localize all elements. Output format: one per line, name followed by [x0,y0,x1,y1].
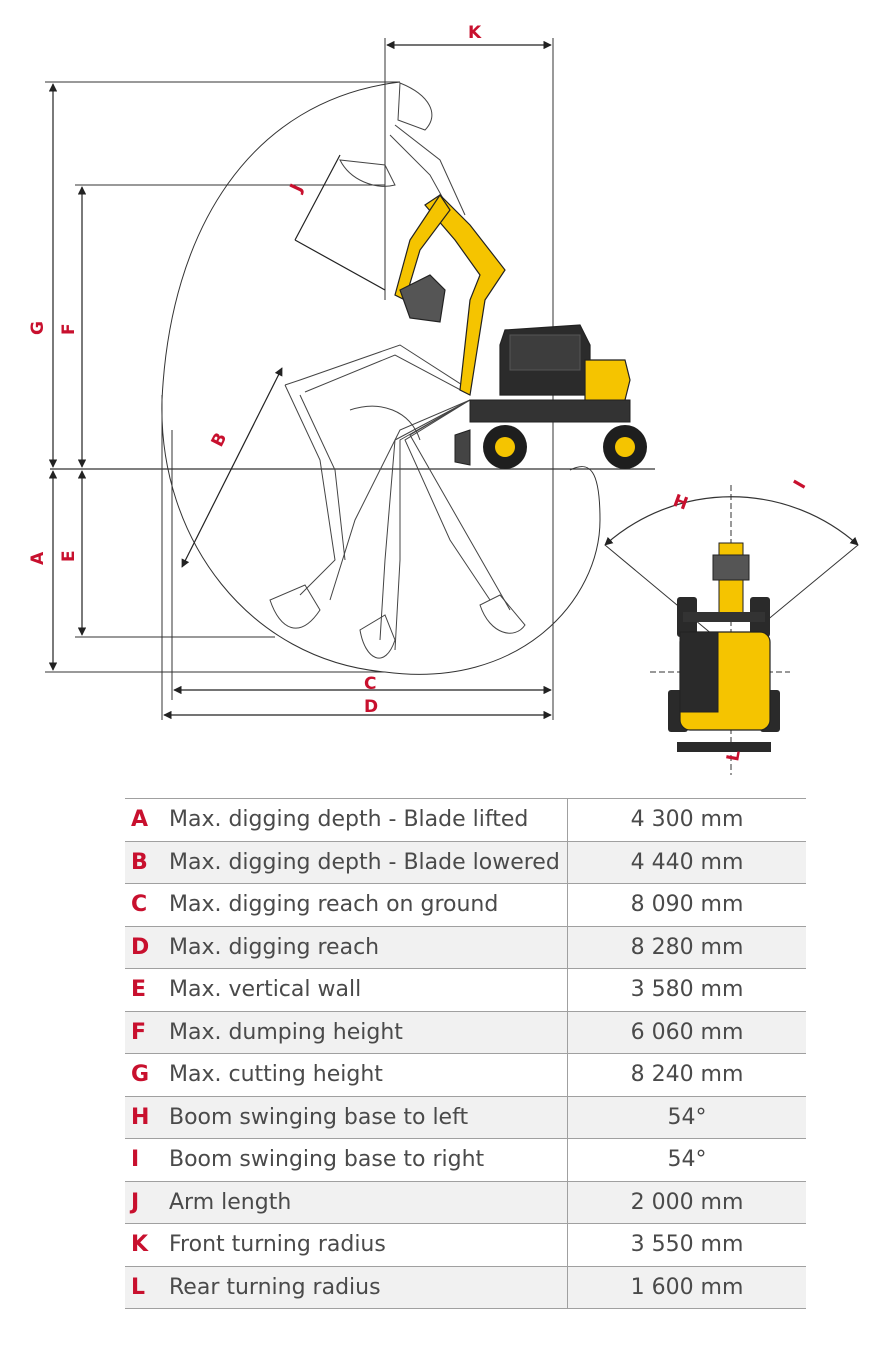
spec-description: Front turning radius [169,1224,568,1267]
spec-row-l [125,1266,806,1309]
spec-letter: D [125,926,169,969]
spec-value: 8 240 mm [568,1054,807,1097]
dim-label-a: A [28,551,48,565]
spec-description: Boom swinging base to right [169,1139,568,1182]
spec-row-i [125,1139,806,1182]
spec-row-g [125,1054,806,1097]
spec-description: Max. digging depth - Blade lowered [169,841,568,884]
spec-description: Max. digging depth - Blade lifted [169,799,568,842]
dim-label-i: I [790,477,811,493]
spec-letter: G [125,1054,169,1097]
excavator-machine [395,195,647,469]
spec-row-f [125,1011,806,1054]
spec-value: 4 440 mm [568,841,807,884]
spec-description: Max. dumping height [169,1011,568,1054]
spec-letter: L [125,1266,169,1309]
spec-letter: F [125,1011,169,1054]
top-view-machine [605,485,858,775]
spec-row-h [125,1096,806,1139]
dim-label-d: D [364,697,379,717]
spec-value: 1 600 mm [568,1266,807,1309]
dim-label-j: J [286,180,308,196]
spec-letter: A [125,799,169,842]
spec-letter: J [125,1181,169,1224]
specification-table-body [125,799,806,1309]
dim-label-k: K [468,23,482,43]
spec-description: Rear turning radius [169,1266,568,1309]
spec-row-j [125,1181,806,1224]
extension-lines [45,38,553,720]
spec-value: 3 580 mm [568,969,807,1012]
spec-description: Max. digging reach on ground [169,884,568,927]
spec-value: 54° [568,1096,807,1139]
spec-row-a [125,799,806,842]
dim-label-b: B [207,429,232,451]
dim-label-h: H [670,490,691,515]
spec-row-k [125,1224,806,1267]
spec-description: Arm length [169,1181,568,1224]
spec-letter: I [125,1139,169,1182]
spec-letter: H [125,1096,169,1139]
dim-label-f: F [59,323,79,335]
spec-description: Boom swinging base to left [169,1096,568,1139]
spec-value: 3 550 mm [568,1224,807,1267]
spec-row-e [125,969,806,1012]
spec-letter: E [125,969,169,1012]
spec-description: Max. vertical wall [169,969,568,1012]
spec-value: 2 000 mm [568,1181,807,1224]
dim-label-l: L [723,748,745,763]
specification-table [125,798,806,1309]
spec-value: 4 300 mm [568,799,807,842]
dimension-lines [53,45,551,715]
arm-wireframes [270,83,525,658]
spec-row-b [125,841,806,884]
dim-label-g: G [28,321,48,335]
spec-value: 54° [568,1139,807,1182]
dim-label-c: C [364,674,377,694]
spec-letter: C [125,884,169,927]
dim-label-e: E [59,550,79,562]
spec-letter: B [125,841,169,884]
spec-row-d [125,926,806,969]
spec-description: Max. digging reach [169,926,568,969]
spec-value: 8 280 mm [568,926,807,969]
spec-value: 6 060 mm [568,1011,807,1054]
spec-description: Max. cutting height [169,1054,568,1097]
spec-letter: K [125,1224,169,1267]
spec-value: 8 090 mm [568,884,807,927]
spec-row-c [125,884,806,927]
